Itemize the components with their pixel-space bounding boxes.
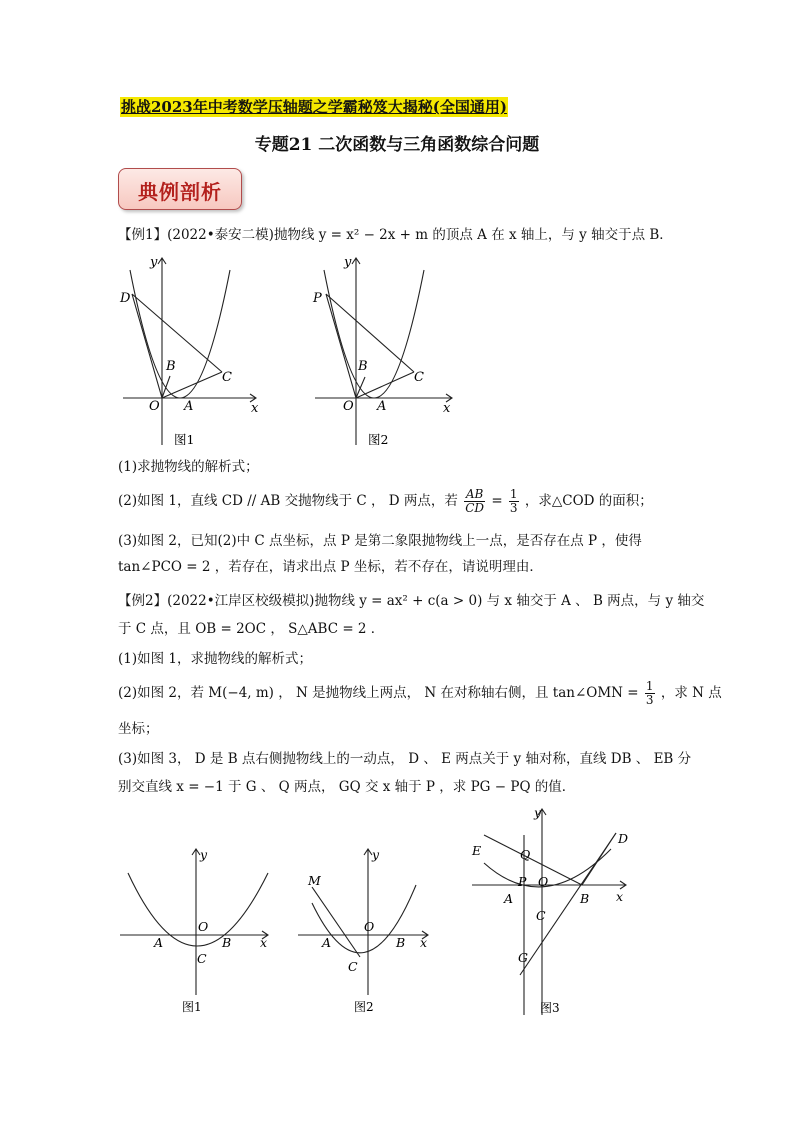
label-a: A <box>184 399 194 414</box>
example2-figure2 <box>292 845 442 1020</box>
svg-text:A: A <box>322 935 332 950</box>
label-c: C <box>222 370 232 385</box>
fraction-one-third: $\frac{1}{3}$ <box>509 487 518 515</box>
svg-text:O: O <box>343 399 354 414</box>
svg-text:P: P <box>313 291 322 306</box>
example2-q1: (1)如图 1，求抛物线的解析式； <box>118 651 313 667</box>
example1-intro: 【例1】(2022•泰安二模)抛物线 y = x² − 2x + m 的顶点 A 在 x 轴上，与 y 轴交于点 B． <box>118 227 673 243</box>
svg-text:x: x <box>260 935 268 950</box>
example2-q2-line2: 坐标； <box>118 721 159 737</box>
section-badge <box>118 168 242 210</box>
svg-text:B: B <box>222 935 232 950</box>
svg-text:C: C <box>197 951 207 966</box>
svg-text:E: E <box>472 843 482 858</box>
example1-q3-line2: tan∠PCO = 2 ，若存在，请求出点 P 坐标，若不存在，请说明理由． <box>118 559 543 575</box>
example2-line1: 【例2】(2022•江岸区校级模拟)抛物线 y = ax² + c(a > 0) 与 x 轴交于 A 、 B 两点，与 y 轴交 <box>118 593 705 609</box>
svg-text:x: x <box>420 935 428 950</box>
figure-caption: 图1 <box>174 432 195 445</box>
svg-text:B: B <box>580 891 590 906</box>
example2-line2: 于 C 点，且 OB = 2OC ， S△ABC = 2 ． <box>118 621 385 637</box>
example1-figure1 <box>118 250 268 445</box>
label-d: D <box>120 291 131 306</box>
svg-text:Q: Q <box>520 847 531 862</box>
line-cd <box>132 294 222 372</box>
segment-od <box>132 294 162 398</box>
svg-text:D: D <box>618 831 629 846</box>
svg-text:y: y <box>200 847 208 862</box>
label-b: B <box>166 359 176 374</box>
fraction-one-third: $\frac{1}{3}$ <box>645 679 654 707</box>
label-x: x <box>251 401 259 416</box>
svg-text:A: A <box>504 891 514 906</box>
fraction-ab-cd: $\frac{AB}{CD}$ <box>465 487 485 515</box>
svg-text:C: C <box>348 959 358 974</box>
example2-q2: (2)如图 2，若 M(−4, m) ， N 是抛物线上两点， N 在对称轴右侧，且 tan∠OMN = $\frac{1}{3}$ ，求 N 点 <box>118 679 722 707</box>
label-o: O <box>149 399 160 414</box>
example2-figure1 <box>118 845 278 1020</box>
svg-text:M: M <box>308 873 321 888</box>
svg-text:O: O <box>364 919 375 934</box>
example1-q1: (1)求抛物线的解析式； <box>118 459 259 475</box>
segment-oc <box>162 372 222 398</box>
example2-q3-line2: 别交直线 x = −1 于 G 、 Q 两点， GQ 交 x 轴于 P ，求 PG − PQ 的值． <box>118 779 576 795</box>
example2-figure3 <box>466 805 636 1020</box>
svg-text:O: O <box>198 919 209 934</box>
svg-text:G: G <box>518 950 528 965</box>
svg-text:图1: 图1 <box>182 1000 202 1014</box>
example1-q2: (2)如图 1，直线 CD // AB 交抛物线于 C ， D 两点，若 $\frac{AB}{CD}$ = $\frac{1}{3}$ ，求△COD 的面积； <box>118 487 653 515</box>
svg-text:A: A <box>154 935 164 950</box>
svg-text:O: O <box>538 874 549 889</box>
svg-text:x: x <box>443 401 451 416</box>
svg-text:y: y <box>372 847 380 862</box>
svg-text:A: A <box>377 399 387 414</box>
example1-figure2 <box>310 250 460 445</box>
svg-text:C: C <box>414 370 424 385</box>
label-y: y <box>150 255 158 270</box>
svg-text:图2: 图2 <box>354 1000 374 1014</box>
svg-text:y: y <box>344 255 352 270</box>
svg-text:C: C <box>536 908 546 923</box>
svg-text:B: B <box>358 359 368 374</box>
series-title: 挑战2023年中考数学压轴题之学霸秘笈大揭秘(全国通用) <box>121 98 507 116</box>
svg-text:x: x <box>616 889 624 904</box>
svg-text:图3: 图3 <box>540 1001 560 1015</box>
example2-q3-line1: (3)如图 3， D 是 B 点右侧抛物线上的一动点， D 、 E 两点关于 y 轴对称，直线 DB 、 EB 分 <box>118 751 692 767</box>
parabola <box>130 270 230 398</box>
svg-text:P: P <box>518 874 527 889</box>
page-title: 专题21 二次函数与三角函数综合问题 <box>254 135 540 155</box>
svg-text:y: y <box>534 805 542 820</box>
svg-text:B: B <box>396 935 406 950</box>
svg-text:图2: 图2 <box>368 432 389 445</box>
example1-q3-line1: (3)如图 2，已知(2)中 C 点坐标，点 P 是第二象限抛物线上一点，是否存在点 P ，使得 <box>118 533 642 549</box>
badge-label: 典例剖析 <box>138 180 222 204</box>
